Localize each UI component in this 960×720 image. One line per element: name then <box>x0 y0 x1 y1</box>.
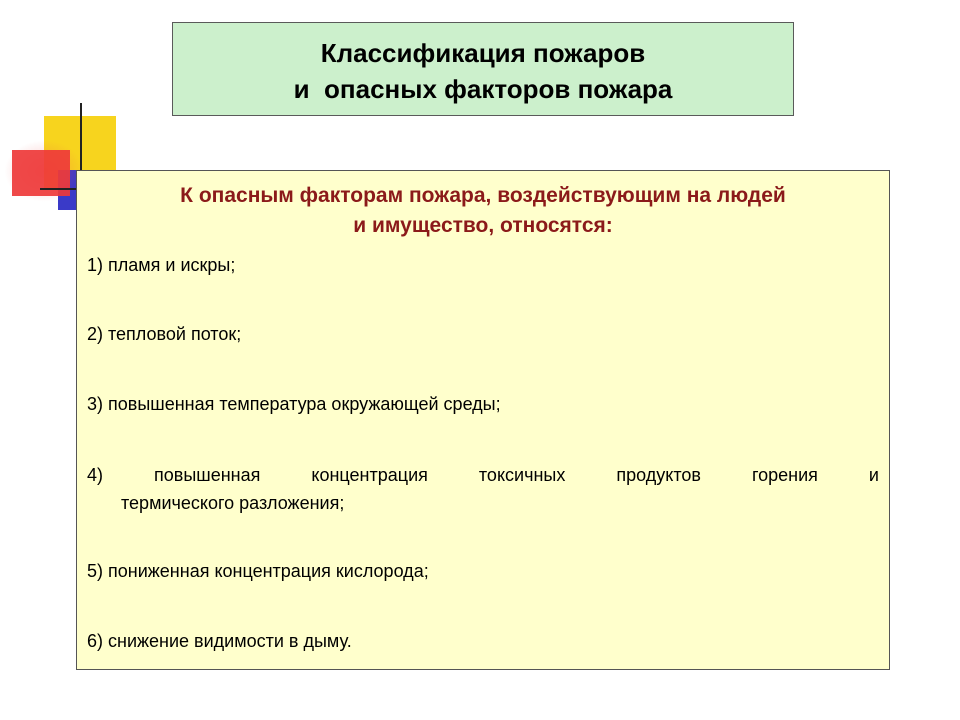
list-item-4-word: и <box>868 465 879 485</box>
list-item-4 <box>87 461 879 517</box>
content-heading-line-2: и имущество, относятся: <box>353 214 613 237</box>
slide-title-box <box>172 22 794 116</box>
list-item-6: 6) снижение видимости в дыму. <box>87 631 352 651</box>
list-item-4-line-2: термического разложения; <box>121 493 345 513</box>
list-item-4-word: 4) <box>87 465 104 485</box>
list-item-4-word: концентрация <box>311 465 428 485</box>
list-item-5: 5) пониженная концентрация кислорода; <box>87 561 429 581</box>
list-item-4-word: продуктов <box>616 465 701 485</box>
list-item-4-word: токсичных <box>478 465 566 485</box>
content-heading <box>77 171 889 241</box>
list-item-4-word: горения <box>751 465 818 485</box>
list-item-4-line-1 <box>87 461 879 489</box>
list-item-2: 2) тепловой поток; <box>87 324 242 344</box>
content-heading-line-1: К опасным факторам пожара, воздействующим на людей <box>180 184 786 207</box>
content-box <box>76 170 890 670</box>
title-line-1: Классификация пожаров <box>320 38 646 68</box>
title-line-2: и опасных факторов пожара <box>293 74 673 104</box>
list-item-1: 1) пламя и искры; <box>87 255 236 275</box>
list-item-4-word: повышенная <box>154 465 261 485</box>
list-item-3: 3) повышенная температура окружающей среды; <box>87 394 501 414</box>
